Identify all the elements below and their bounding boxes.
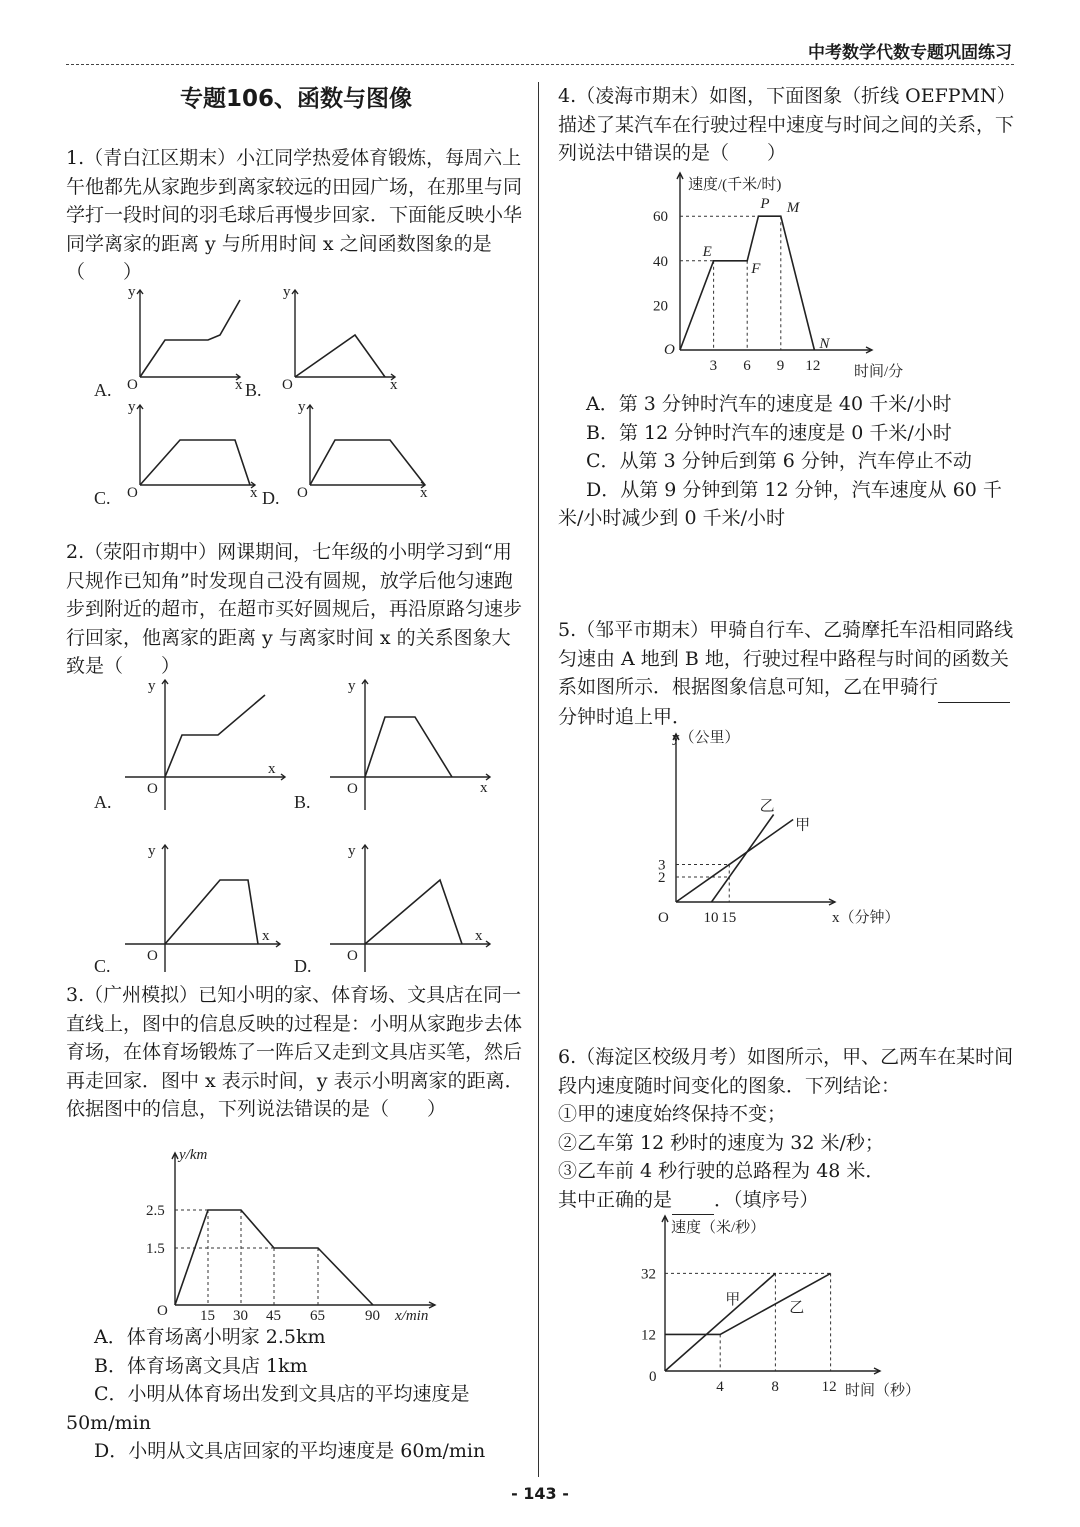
option-c: C．小明从体育场出发到文具店的平均速度是 50m/min bbox=[66, 1383, 470, 1434]
origin-label: O bbox=[127, 485, 138, 501]
option-a-label: A. bbox=[94, 380, 112, 400]
x-axis-letter: x bbox=[262, 928, 270, 944]
x-tick-label: 4 bbox=[716, 1379, 724, 1395]
origin-label: O bbox=[297, 485, 308, 501]
y-tick-label: 40 bbox=[653, 253, 668, 270]
question-5-text bbox=[558, 616, 1018, 731]
x-tick-label: 30 bbox=[233, 1308, 248, 1324]
y-tick-label: 1.5 bbox=[146, 1241, 165, 1257]
y-axis-letter: y bbox=[298, 399, 306, 415]
series-line bbox=[665, 1273, 831, 1334]
q1-graph-c bbox=[90, 400, 260, 510]
y-axis-label: 速度/(千米/时) bbox=[688, 177, 782, 193]
option-c-label: C. bbox=[94, 488, 111, 508]
point-label: F bbox=[751, 260, 761, 277]
x-axis-letter: x bbox=[475, 928, 483, 944]
q2-graph-d bbox=[290, 840, 500, 980]
question-3 bbox=[66, 981, 526, 1124]
x-tick-label: 45 bbox=[266, 1308, 281, 1324]
x-tick-label: 9 bbox=[776, 358, 785, 374]
x-tick-label: 10 bbox=[703, 910, 719, 926]
x-tick-label: 90 bbox=[365, 1308, 380, 1324]
series-label: 乙 bbox=[759, 798, 775, 815]
q1-graph-b bbox=[245, 284, 415, 400]
origin-label: O bbox=[147, 948, 158, 964]
y-tick-label: 12 bbox=[641, 1327, 656, 1344]
y-axis-label: y（公里） bbox=[672, 730, 740, 746]
point-label: P bbox=[760, 196, 770, 213]
y-tick-label: 60 bbox=[653, 209, 668, 226]
option-b-label: B. bbox=[294, 792, 311, 812]
y-axis-label: 速度（米/秒） bbox=[671, 1220, 766, 1236]
question-4-text: 4.（凌海市期末）如图，下面图象（折线 OEFPMN）描述了某汽车在行驶过程中速度与时间之间的关系，下列说法中错误的是（ ） bbox=[558, 85, 1016, 164]
question-4 bbox=[558, 82, 1018, 168]
question-2 bbox=[66, 538, 526, 681]
question-6-line-2: ①甲的速度始终保持不变； bbox=[558, 1103, 787, 1125]
question-6-last-after: ．（填序号） bbox=[714, 1188, 819, 1211]
column-divider bbox=[538, 82, 539, 1477]
x-tick-label: 65 bbox=[310, 1308, 325, 1324]
x-tick-label: 12 bbox=[821, 1379, 837, 1395]
option-b: B．体育场离文具店 1km bbox=[94, 1354, 308, 1377]
answer-blank[interactable] bbox=[938, 673, 1010, 703]
y-axis-letter: y bbox=[348, 678, 356, 694]
question-6-line-3: ②乙车第 12 秒时的速度为 32 米/秒； bbox=[558, 1131, 884, 1154]
q1-graph-a bbox=[90, 284, 260, 400]
series-label: 乙 bbox=[789, 1299, 805, 1316]
option-c-label: C. bbox=[94, 956, 111, 976]
y-tick-label: 2 bbox=[658, 870, 666, 886]
question-2-text: 2.（荥阳市期中）网课期间，七年级的小明学习到“用尺规作已知角”时发现自己没有圆规，放学后他匀速跑步到附近的超市，在超市买好圆规后，再沿原路匀速步行回家，他离家的距离 y 与离家时间 x 的关系图象大致是（ ） bbox=[66, 541, 523, 677]
x-axis-letter: x bbox=[420, 485, 428, 501]
series-line bbox=[712, 815, 774, 903]
q5-chart bbox=[640, 722, 930, 937]
question-5 bbox=[558, 616, 1018, 731]
page-header: 中考数学代数专题巩固练习 bbox=[808, 43, 1012, 63]
series-label: 甲 bbox=[725, 1291, 741, 1308]
point-label: M bbox=[786, 200, 800, 217]
question-6-line-4: ③乙车前 4 秒行驶的总路程为 48 米． bbox=[558, 1160, 885, 1182]
option-d-label: D. bbox=[262, 488, 280, 508]
x-axis-label: 时间（秒） bbox=[845, 1383, 921, 1399]
question-3-options bbox=[66, 1323, 526, 1466]
x-axis-label: x/min bbox=[395, 1308, 429, 1324]
series-line bbox=[676, 820, 793, 903]
option-a-label: A. bbox=[94, 792, 112, 812]
y-axis-letter: y bbox=[128, 399, 136, 415]
y-tick-label: 20 bbox=[653, 298, 668, 315]
q4-chart bbox=[640, 168, 940, 388]
x-axis-letter: x bbox=[235, 377, 243, 393]
question-5-text-after: 分钟时追上甲． bbox=[558, 705, 692, 728]
page-title: 专题106、函数与图像 bbox=[179, 86, 412, 112]
origin-label: O bbox=[664, 342, 675, 358]
y-axis-letter: y bbox=[148, 843, 156, 859]
question-1-text: 1.（青白江区期末）小江同学热爱体育锻炼，每周六上午他都先从家跑步到离家较远的田园广场，在那里与同学打一段时间的羽毛球后再慢步回家．下面能反映小华同学离家的距离 y 与所用时间 x 之间函数图象的是（ ） bbox=[66, 147, 523, 283]
q3-chart bbox=[140, 1145, 450, 1325]
y-axis-letter: y bbox=[283, 284, 291, 300]
question-4-options bbox=[558, 390, 1018, 533]
origin-label: O bbox=[658, 910, 669, 926]
q6-chart bbox=[630, 1208, 950, 1408]
point-label: N bbox=[819, 336, 830, 352]
question-6-last-before: 其中正确的是 bbox=[558, 1188, 673, 1211]
origin-label: O bbox=[347, 948, 358, 964]
origin-label: O bbox=[282, 377, 293, 393]
option-a: A．第 3 分钟时汽车的速度是 40 千米/小时 bbox=[586, 393, 952, 415]
y-axis-letter: y bbox=[348, 843, 356, 859]
x-tick-label: 15 bbox=[200, 1308, 215, 1324]
question-1 bbox=[66, 144, 526, 287]
option-b-label: B. bbox=[245, 380, 262, 400]
question-6-line-1: 6.（海淀区校级月考）如图所示，甲、乙两车在某时间段内速度随时间变化的图象．下列结论： bbox=[558, 1046, 1014, 1097]
x-axis-letter: x bbox=[390, 377, 398, 393]
point-label: E bbox=[702, 243, 712, 260]
q1-graph-d bbox=[260, 400, 440, 510]
series-label: 甲 bbox=[795, 817, 811, 834]
option-a: A．体育场离小明家 2.5km bbox=[94, 1326, 326, 1348]
origin-label: O bbox=[157, 1303, 168, 1319]
x-tick-label: 12 bbox=[805, 358, 821, 374]
question-6 bbox=[558, 1043, 1018, 1215]
page-number: - 143 - bbox=[511, 1484, 569, 1503]
option-b: B．第 12 分钟时汽车的速度是 0 千米/小时 bbox=[586, 421, 952, 444]
x-tick-label: 15 bbox=[721, 910, 737, 926]
series-line bbox=[665, 1273, 775, 1371]
q2-graph-a bbox=[90, 675, 290, 815]
x-tick-label: 3 bbox=[709, 358, 718, 374]
y-tick-label: 2.5 bbox=[146, 1203, 165, 1219]
x-axis-label: x（分钟） bbox=[832, 910, 900, 926]
question-5-text-before: 5.（邹平市期末）甲骑自行车、乙骑摩托车沿相同路线匀速由 A 地到 B 地，行驶过程中路程与时间的函数关系如图所示．根据图象信息可知，乙在甲骑行 bbox=[558, 619, 1014, 698]
origin-label: 0 bbox=[649, 1369, 657, 1385]
x-axis-letter: x bbox=[480, 780, 488, 796]
origin-label: O bbox=[147, 781, 158, 797]
option-d: D．小明从文具店回家的平均速度是 60m/min bbox=[94, 1440, 486, 1462]
q2-graph-b bbox=[290, 675, 500, 815]
origin-label: O bbox=[127, 377, 138, 393]
origin-label: O bbox=[347, 781, 358, 797]
y-axis-letter: y bbox=[148, 678, 156, 694]
x-tick-label: 8 bbox=[771, 1379, 779, 1395]
question-3-text: 3.（广州模拟）已知小明的家、体育场、文具店在同一直线上，图中的信息反映的过程是：小明从家跑步去体育场，在体育场锻炼了一阵后又走到文具店买笔，然后再走回家．图中 x 表示时间，y 表示小明离家的距离．依据图中的信息，下列说法错误的是（ ） bbox=[66, 984, 524, 1120]
y-tick-label: 32 bbox=[641, 1266, 656, 1283]
option-c: C．从第 3 分钟后到第 6 分钟，汽车停止不动 bbox=[586, 450, 972, 472]
header-rule bbox=[66, 64, 1014, 65]
y-tick-label: 3 bbox=[658, 857, 666, 874]
x-axis-letter: x bbox=[268, 761, 276, 777]
q2-graph-c bbox=[90, 840, 290, 980]
option-d-label: D. bbox=[294, 956, 312, 976]
y-axis-letter: y bbox=[128, 284, 136, 300]
y-axis-label: y/km bbox=[179, 1147, 208, 1163]
option-d: D．从第 9 分钟到第 12 分钟，汽车速度从 60 千米/小时减少到 0 千米/小时 bbox=[558, 478, 1002, 529]
left-column bbox=[66, 82, 526, 116]
data-line bbox=[680, 216, 814, 350]
x-tick-label: 6 bbox=[743, 358, 751, 374]
x-axis-label: 时间/分 bbox=[854, 364, 904, 380]
x-axis-letter: x bbox=[250, 485, 258, 501]
